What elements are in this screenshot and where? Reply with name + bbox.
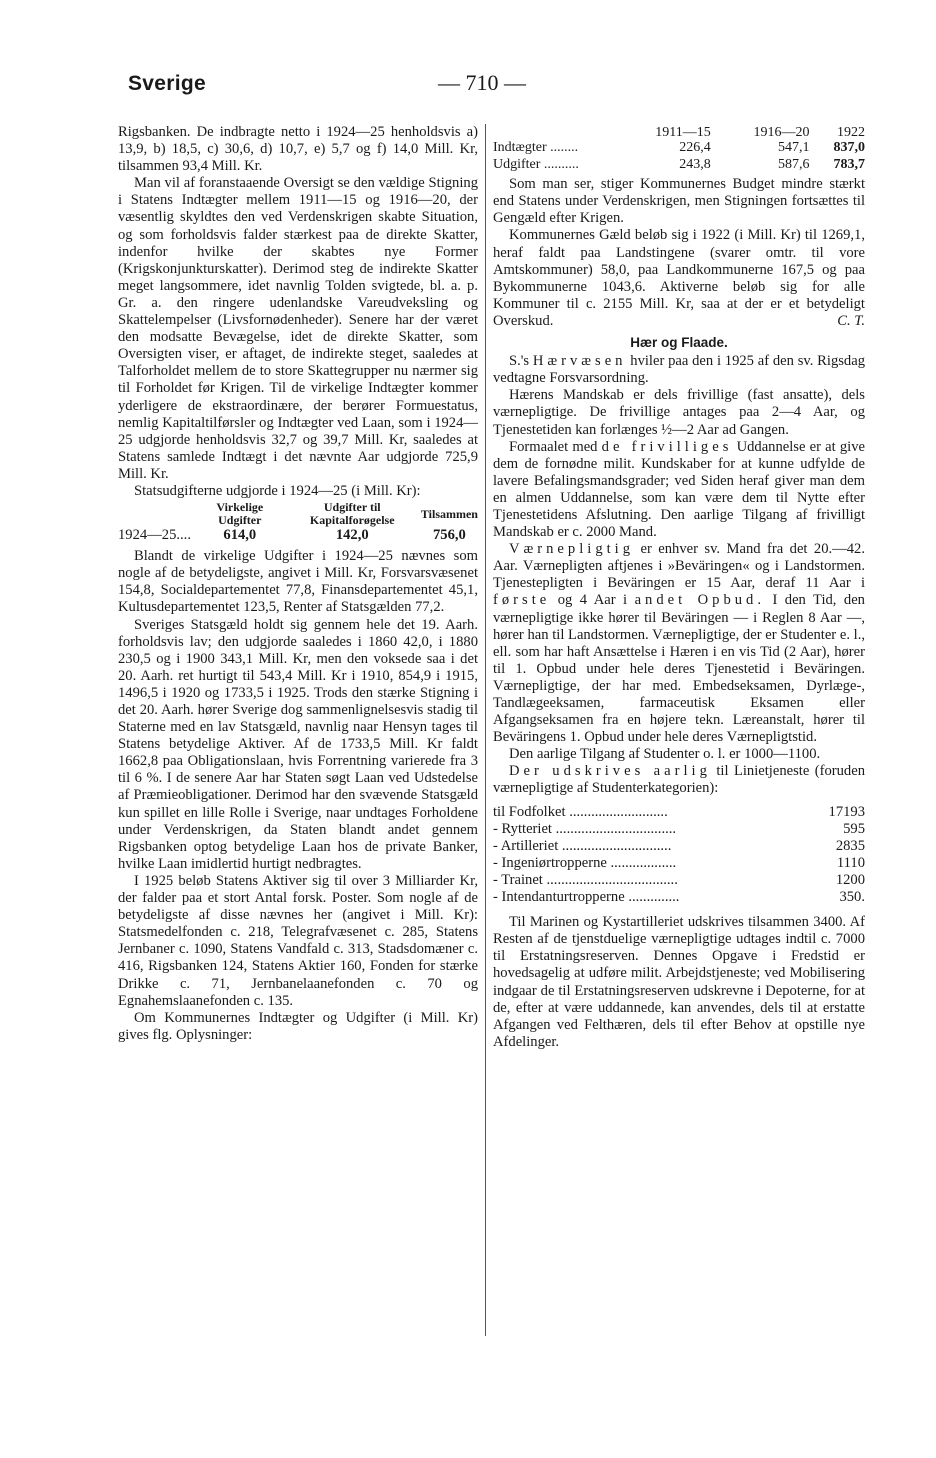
exp-value-3: 756,0 <box>433 527 466 544</box>
draft-value: 1200 <box>835 871 865 888</box>
text-run: og 4 Aar i <box>557 592 628 609</box>
page-number: — 710 — <box>438 70 526 95</box>
paragraph-marinen: Til Marinen og Kystartilleriet udskrives tilsammen 3400. Af Resten af de tjenstduelige værnepligtige udtages indtil c. 7000 til Erstatningsreserven. Dennes Opgave i Fredstid er hovedsagelig at udføre milit. Arbejdstjeneste; ved Mobilisering indgaar de til Erstatningsreserven udskrevne i Depoterne, for at de, efter at være uddannede, kan anvendes, dels til at erstatte Afgangen ved Felthæren, dels til efter Behov at opstille nye Afdelinger. <box>493 914 865 1050</box>
paragraph-studenter: Den aarlige Tilgang af Studenter o. l. er 1000—1100. <box>509 746 821 763</box>
paragraph-formaalet <box>493 439 865 542</box>
budget-cell: 783,7 <box>833 157 865 173</box>
budget-row-label: Udgifter .......... <box>493 157 579 173</box>
spaced-term: Hærvæsen <box>532 353 627 370</box>
exp-value-2: 142,0 <box>335 527 369 544</box>
municipal-budget-table <box>493 126 865 173</box>
paragraph-udskrives <box>493 763 865 797</box>
exp-col-header-1: Virkelige Udgifter <box>216 500 264 528</box>
spaced-term: Værnepligtig <box>509 541 635 558</box>
running-head-country: Sverige <box>128 72 206 95</box>
paragraph-stigning: Man vil af foranstaaende Oversigt se den vældige Stigning i Statens Indtægter mellem 1911—15 og 1916—20, der væsentlig skyldtes den ved Verdenskrigen skabte Situation, og som forholdsvis falder stærkest paa de direkte Skatter, indenfor hvilke der skabtes nye Former (Krigskonjunkturskatter). Derimod steg de indirekte Skatter meget langsommere, idet navnlig Tolden svigtede, bl. a. p. Gr. a. den ringere udenlandske Vareudveksling og Skattelempelser (Livsfornødenheder). Senere har der været den modsatte Bevægelse, idet de direkte Skatter, som Oversigten viser, er aftaget, de indirekte steget, saaledes at Talforholdet mellem de to store Skattegrupper nu nærmer sig til Forholdet før Krigen. Til de virkelige Indtægter kommer yderligere de ekstraordinære, der berører Formuestatus, nemlig Kapitaltilførsler og Indtægter ved Laan, som i 1924—25 udgjorde henholdsvis 32,7 og 39,7 Mill. Kr, saaledes at Statens samlede Indtægt i det nævnte Aar udgjorde 725,9 Mill. Kr. <box>118 175 478 482</box>
draft-label: - Artilleriet .............................. <box>493 837 672 854</box>
budget-cell: 226,4 <box>679 140 711 155</box>
text-run: S.'s <box>509 353 530 370</box>
left-column <box>118 124 478 1044</box>
text-run: hviler paa den i 1925 af den sv. Rigsdag vedtagne Forsvarsordning. <box>493 353 865 387</box>
paragraph-kommuner-intro: Om Kommunernes Indtægter og Udgifter (i Mill. Kr) gives flg. Oplysninger: <box>118 1009 478 1043</box>
draft-value: 595 <box>843 820 865 837</box>
draft-row <box>493 855 865 872</box>
budget-year-2: 1916—20 <box>753 125 810 140</box>
draft-label: til Fodfolket ........................... <box>493 803 668 820</box>
draft-value: 1110 <box>836 854 865 871</box>
budget-cell: 587,6 <box>777 157 810 173</box>
budget-cell: 243,8 <box>679 157 711 173</box>
draft-label: - Rytteriet ................................. <box>493 820 677 837</box>
spaced-term: første <box>493 592 551 609</box>
draft-label: - Intendanturtropperne .............. <box>493 889 680 906</box>
expenditure-table <box>118 501 478 544</box>
text-run: Formaalet med <box>509 438 598 455</box>
paragraph-haervaesen <box>493 353 865 387</box>
budget-cell: 547,1 <box>777 140 810 155</box>
exp-value-1: 614,0 <box>223 527 257 544</box>
paragraph-rigsbanken: Rigsbanken. De indbragte netto i 1924—25 henholdsvis a) 13,9, b) 18,5, c) 30,6, d) 10,7, e) 5,7 og f) 14,0 Mill. Kr, tilsammen 93,4 Mill. Kr. <box>118 124 478 175</box>
draft-table <box>493 804 865 907</box>
draft-label: - Ingeniørtropperne .................. <box>493 854 677 871</box>
paragraph-mandskab: Hærens Mandskab er dels frivillige (fast ansatte), dels værnepligtige. De frivillige antages paa 2—4 Aar, og Tjenestetiden kan forlænges ½—2 Aar ad Gangen. <box>493 387 865 438</box>
paragraph-udgifter: Blandt de virkelige Udgifter i 1924—25 nævnes som nogle af de betydeligste, angivet i Mill. Kr, Forsvarsvæsenet 154,8, Socialdepartementet 77,8, Finansdepartementet 45,1, Kultusdepartementet 123,5, Renter af Statsgælden 77,2. <box>118 548 478 616</box>
budget-year-3: 1922 <box>837 125 865 140</box>
draft-row <box>493 821 865 838</box>
paragraph-vaernepligtig <box>493 541 865 746</box>
paragraph-kommune-gaeld <box>493 227 865 330</box>
paragraph-statsgaeld: Sveriges Statsgæld holdt sig gennem hele det 19. Aarh. forholdsvis lav; den udgjorde saaledes i 1860 42,0, i 1880 230,5 og i 1900 343,1 Mill. Kr, men den voksede saa i det 20. Aarh. ret hurtigt til 543,4 Mill. Kr i 1910, 854,9 i 1915, 1496,5 i 1920 og 1733,5 i 1925. Trods den stærke Stigning i det 20. Aarh. hører Sverige dog sammenlignelsesvis stadig til Staterne med en lav Statsgæld, navnlig naar Hensyn tages til Statens betydelige Aktiver. Af de 1733,5 Mill. Kr faldt 1662,8 paa Obligationslaan, hvis Forrentning varierede fra 3 til 6 %. I de senere Aar har Staten søgt Laan ved Udstedelse af Præmieobligationer. Derimod har den svævende Statsgæld kun spillet en lille Rolle i Sverige, naar undtages Forholdene under Verdenskrigen, da Staten blandt andet gennem Rigsbanken optog betydelige Laan hos de private Banker, hvilke Laan imidlertid hurtigt nedbragtes. <box>118 616 478 872</box>
column-divider <box>485 124 486 1336</box>
text-run: I den Tid, den værnepligtige ikke hører til Beväringen — i Reglen 8 Aar —, hører han til Landstormen. Værnepligtige, der er Studenter e. l., ell. som har haft Ansættelse i Hæren i en vis Tid (2 Aar), hører til 1. Opbud under hele deres Tjenestetid i Beväringen. Værnepligtige, der har med. Embedseksamen, Dyrlæge-, Tandlægeeksamen, farmaceutisk Eksamen eller Afgangseksamen fra en højere tekn. Læreanstalt, hører til Beväringens 1. Opbud under hele deres Værnepligtstid. <box>493 592 865 746</box>
paragraph-aktiver: I 1925 beløb Statens Aktiver sig til over 3 Milliarder Kr, der falder paa et stort Antal forsk. Poster. Som nogle af de betydeligste af disse nævnes her (angivet i Mill. Kr): Statsmedelfonden c. 218, Telegrafvæsenet c. 285, Statens Jernbaner c. 1090, Statens Vandfald c. 313, Stadsdomæner c. 416, Rigsbanken 124, Statens Aktier 160, Fonden for stærke Drikke c. 71, Jernbanelaanefonden c. 70 og Egnahemslaanefonden c. 135. <box>118 872 478 1009</box>
paragraph-kommune-budget: Som man ser, stiger Kommunernes Budget mindre stærkt end Statens under Verdenskrigen, men Stigningen fortsættes til Gengæld efter Krigen. <box>493 176 865 227</box>
kommune-gaeld-text: Kommunernes Gæld beløb sig i 1922 (i Mill. Kr) til 1269,1, heraf faldt paa Landstingene (svarer omtr. til vore Amtskommuner) 58,0, paa Landkommunerne 167,5 og paa Bykommunerne 1043,6. Aktiverne beløb sig for alle Kommuner til c. 2155 Mill. Kr, saa at der er et betydeligt Overskud. <box>493 227 865 329</box>
paragraph-statsudgifter-intro: Statsudgifterne udgjorde i 1924—25 (i Mill. Kr): <box>134 482 421 499</box>
budget-year-1: 1911—15 <box>655 125 711 140</box>
budget-cell: 837,0 <box>833 140 865 155</box>
text-run: er enhver sv. Mand fra det 20.—42. Aar. Værnepligten aftjenes i »Beväringen« og i Landstormen. Tjenestepligten i Beväringen er 15 Aar, deraf 11 Aar i <box>493 541 865 592</box>
budget-row-label: Indtægter ........ <box>493 140 579 155</box>
exp-col-header-3: Tilsammen <box>420 506 478 521</box>
exp-row-label: 1924—25.... <box>118 527 191 544</box>
draft-label: - Trainet .................................... <box>493 871 678 888</box>
draft-value: 17193 <box>828 803 865 820</box>
author-signature: C. T. <box>837 312 865 329</box>
draft-row <box>493 804 865 821</box>
draft-row <box>493 838 865 855</box>
draft-value: 350. <box>839 889 865 906</box>
text-run: til Linietjeneste (foruden værnepligtige af Studenterkategorien): <box>493 763 865 797</box>
spaced-term: de frivilliges <box>601 438 733 455</box>
text-run: Uddannelse er at give dem de fornødne milit. Kundskaber for at kunne udfylde de lavere Befalingsmandsgrader; ved Siden heraf giver man dem en almen Uddannelse, som kan være dem til Nytte efter Tjenestetidens Afslutning. Den aarlige Tilgang af frivilligt Mandskab er c. 2000 Mand. <box>493 438 865 541</box>
draft-value: 2835 <box>835 837 865 854</box>
spaced-term: Der udskrives aarlig <box>509 763 711 780</box>
spaced-term: andet Opbud. <box>634 592 765 609</box>
exp-col-header-2: Udgifter til Kapitalforøgelse <box>309 500 395 528</box>
draft-row <box>493 872 865 889</box>
right-column <box>493 124 865 1051</box>
draft-row <box>493 889 865 906</box>
section-heading: Hær og Flaade. <box>630 335 728 351</box>
